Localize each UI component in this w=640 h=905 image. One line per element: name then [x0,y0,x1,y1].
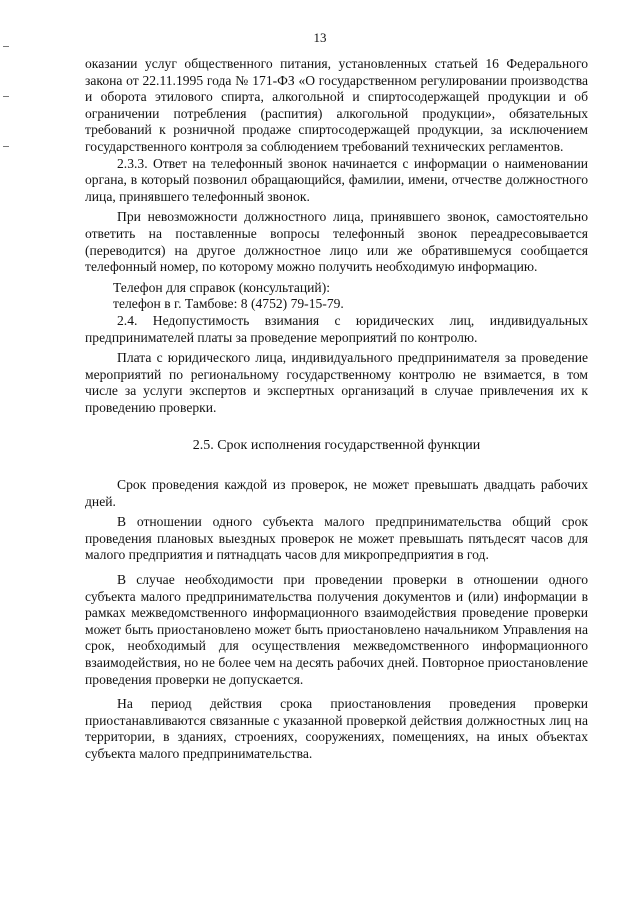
paragraph: Телефон для справок (консультаций): [113,279,330,295]
paragraph: 2.3.3. Ответ на телефонный звонок начинается с информации о наименовании органа, в который позвонил обращающийся, фамилии, имени, отчестве должностного лица, принявшего телефонный звонок. [85,155,588,204]
paragraph: Плата с юридического лица, индивидуального предпринимателя за проведение мероприятий по региональному государственному контролю не взимается, в том числе за услуги экспертов и экспертных организаций в случае привлечения их к проведению проверки. [85,350,588,415]
paragraph: В отношении одного субъекта малого предпринимательства общий срок проведения плановых выездных проверок не может превышать пятьдесят часов для малого предприятия и пятнадцать часов для микропредприятия в год. [85,514,588,563]
paragraph: Срок проведения каждой из проверок, не может превышать двадцать рабочих дней. [85,477,588,509]
paragraph: На период действия срока приостановления проведения проверки приостанавливаются связанные с указанной проверкой действия должностных лиц на территории, в зданиях, строениях, сооружениях, помещениях, на иных объектах субъекта малого предпринимательства. [85,696,588,761]
paragraph: В случае необходимости при проведении проверки в отношении одного субъекта малого предпринимательства получения документов и (или) информации в рамках межведомственного информационного взаимодействия проведение проверки может быть приостановлено может быть приостановлено начальником Управления на срок, необходимый для осуществления межведомственного информационного взаимодействия, но не более чем на десять рабочих дней. Повторное приостановление проведения проверки не допускается. [85,572,588,687]
section-heading: 2.5. Срок исполнения государственной функции [192,438,481,454]
margin-mark [3,96,9,97]
paragraph: оказании услуг общественного питания, установленных статьей 16 Федерального закона от 22.11.1995 года № 171-ФЗ «О государственном регулировании производства и оборота этилового спирта, алкогольной и спиртосодержащей продукции и об ограничении потребления (распития) алкогольной продукции», обязательных требований к розничной продаже спиртосодержащей продукции, за исключением государственного контроля за соблюдением требований технических регламентов. [85,56,588,154]
paragraph: телефон в г. Тамбове: 8 (4752) 79-15-79. [113,296,344,312]
document-body [85,56,588,763]
page-number: 13 [313,30,327,45]
paragraph: При невозможности должностного лица, принявшего звонок, самостоятельно ответить на поставленные вопросы телефонный звонок переадресовывается (переводится) на другое должностное лицо или же обратившемуся сообщается телефонный номер, по которому можно получить необходимую информацию. [85,209,588,275]
margin-mark [3,46,9,47]
margin-mark [3,146,9,147]
paragraph: 2.4. Недопустимость взимания с юридических лиц, индивидуальных предпринимателей платы за проведение мероприятий по контролю. [85,312,588,345]
